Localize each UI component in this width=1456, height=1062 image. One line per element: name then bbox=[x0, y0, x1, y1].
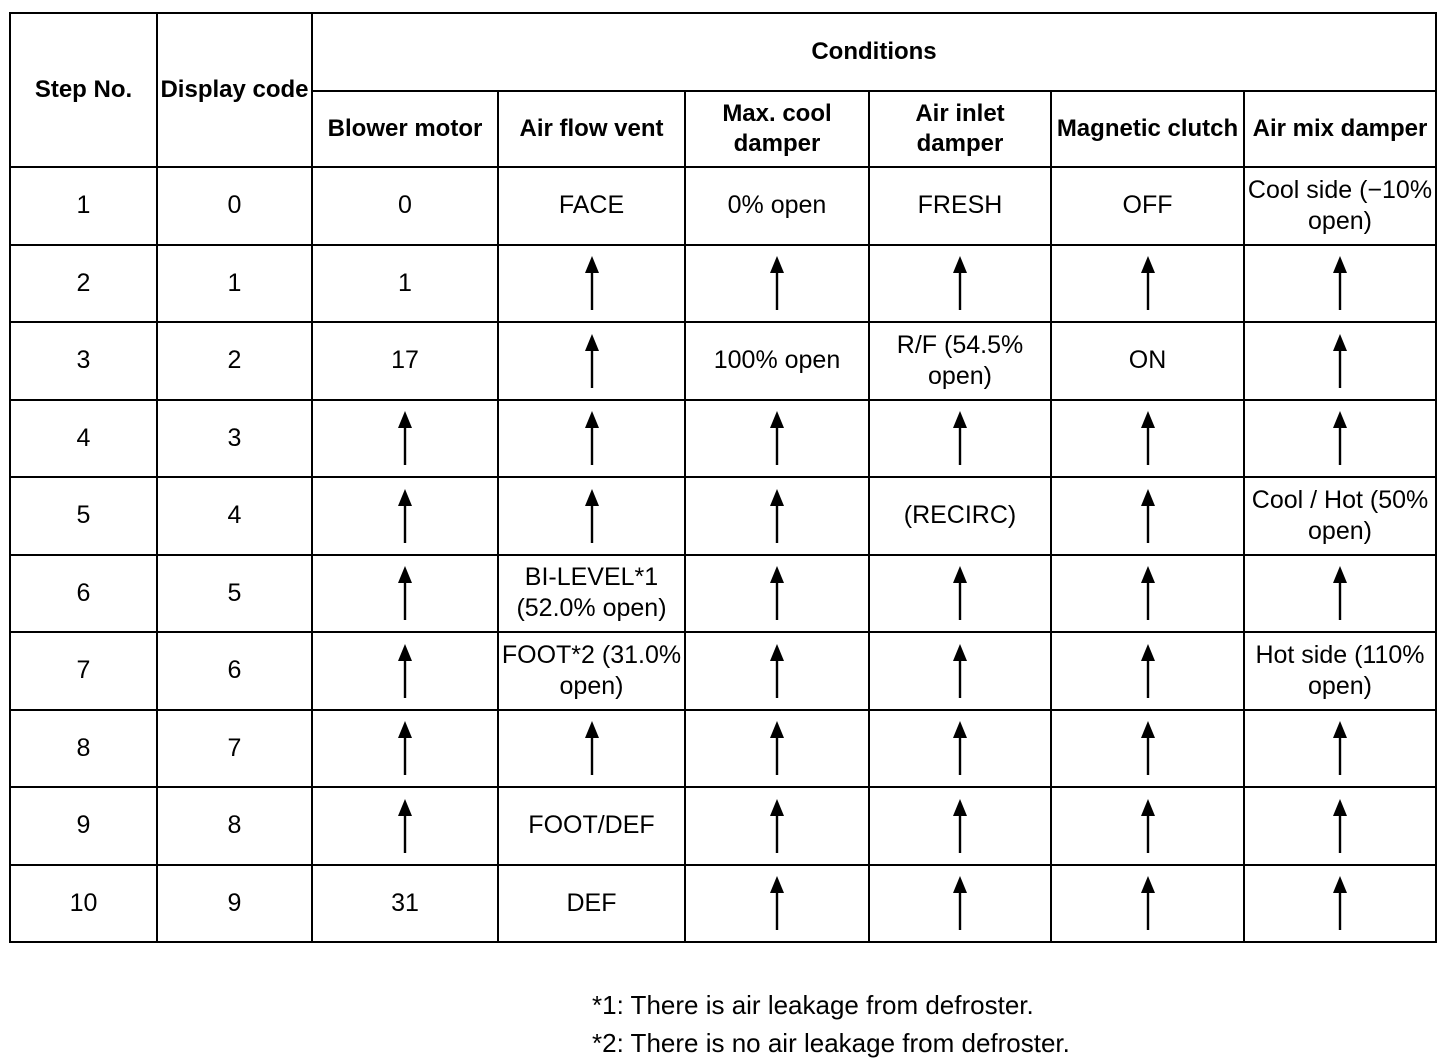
up-arrow-icon bbox=[770, 721, 784, 775]
up-arrow-icon bbox=[770, 411, 784, 465]
cell-air-inlet-damper bbox=[869, 400, 1051, 478]
cell-air-flow-vent: FOOT/DEF bbox=[498, 787, 685, 865]
up-arrow-icon bbox=[953, 644, 967, 698]
header-magnetic-clutch: Magnetic clutch bbox=[1051, 91, 1244, 167]
cell-magnetic-clutch bbox=[1051, 865, 1244, 943]
table-row bbox=[10, 167, 1436, 245]
up-arrow-icon bbox=[770, 876, 784, 930]
cell-air-flow-vent: FOOT*2 (31.0% open) bbox=[498, 632, 685, 710]
cell-step: 4 bbox=[10, 400, 157, 478]
cell-display-code: 7 bbox=[157, 710, 312, 788]
up-arrow-icon bbox=[953, 721, 967, 775]
cell-max-cool-damper bbox=[685, 787, 869, 865]
cell-display-code: 6 bbox=[157, 632, 312, 710]
cell-air-flow-vent bbox=[498, 710, 685, 788]
cell-blower-motor bbox=[312, 787, 498, 865]
cell-max-cool-damper bbox=[685, 477, 869, 555]
up-arrow-icon bbox=[953, 799, 967, 853]
cell-air-inlet-damper bbox=[869, 245, 1051, 323]
cell-step: 10 bbox=[10, 865, 157, 943]
up-arrow-icon bbox=[770, 644, 784, 698]
cell-step: 5 bbox=[10, 477, 157, 555]
header-conditions: Conditions bbox=[312, 13, 1436, 91]
header-display-code: Display code bbox=[157, 13, 312, 167]
header-blower-motor: Blower motor bbox=[312, 91, 498, 167]
header-max-cool-damper: Max. cool damper bbox=[685, 91, 869, 167]
footnotes bbox=[592, 986, 1070, 1062]
table-row bbox=[10, 787, 1436, 865]
table-body bbox=[10, 167, 1436, 942]
cell-air-inlet-damper: (RECIRC) bbox=[869, 477, 1051, 555]
cell-display-code: 9 bbox=[157, 865, 312, 943]
table-row bbox=[10, 400, 1436, 478]
cell-max-cool-damper bbox=[685, 245, 869, 323]
cell-step: 8 bbox=[10, 710, 157, 788]
cell-display-code: 0 bbox=[157, 167, 312, 245]
cell-air-mix-damper bbox=[1244, 865, 1436, 943]
cell-air-flow-vent bbox=[498, 322, 685, 400]
up-arrow-icon bbox=[1141, 876, 1155, 930]
cell-magnetic-clutch: ON bbox=[1051, 322, 1244, 400]
up-arrow-icon bbox=[770, 799, 784, 853]
up-arrow-icon bbox=[1333, 721, 1347, 775]
cell-step: 9 bbox=[10, 787, 157, 865]
cell-step: 2 bbox=[10, 245, 157, 323]
up-arrow-icon bbox=[770, 489, 784, 543]
cell-air-flow-vent: DEF bbox=[498, 865, 685, 943]
up-arrow-icon bbox=[1141, 256, 1155, 310]
up-arrow-icon bbox=[585, 411, 599, 465]
cell-air-inlet-damper bbox=[869, 632, 1051, 710]
cell-step: 7 bbox=[10, 632, 157, 710]
up-arrow-icon bbox=[1333, 256, 1347, 310]
table-row bbox=[10, 865, 1436, 943]
cell-max-cool-damper bbox=[685, 865, 869, 943]
cell-air-inlet-damper: FRESH bbox=[869, 167, 1051, 245]
up-arrow-icon bbox=[1141, 566, 1155, 620]
up-arrow-icon bbox=[1333, 566, 1347, 620]
cell-air-inlet-damper bbox=[869, 865, 1051, 943]
up-arrow-icon bbox=[770, 256, 784, 310]
cell-magnetic-clutch: OFF bbox=[1051, 167, 1244, 245]
up-arrow-icon bbox=[1141, 644, 1155, 698]
up-arrow-icon bbox=[1333, 876, 1347, 930]
header-air-mix-damper: Air mix damper bbox=[1244, 91, 1436, 167]
up-arrow-icon bbox=[953, 566, 967, 620]
up-arrow-icon bbox=[398, 799, 412, 853]
cell-blower-motor: 1 bbox=[312, 245, 498, 323]
cell-display-code: 3 bbox=[157, 400, 312, 478]
up-arrow-icon bbox=[585, 489, 599, 543]
cell-magnetic-clutch bbox=[1051, 477, 1244, 555]
table-row bbox=[10, 710, 1436, 788]
conditions-table bbox=[9, 12, 1437, 943]
up-arrow-icon bbox=[398, 721, 412, 775]
cell-max-cool-damper bbox=[685, 400, 869, 478]
cell-step: 6 bbox=[10, 555, 157, 633]
cell-blower-motor bbox=[312, 477, 498, 555]
cell-air-mix-damper bbox=[1244, 555, 1436, 633]
cell-blower-motor bbox=[312, 555, 498, 633]
cell-display-code: 2 bbox=[157, 322, 312, 400]
cell-air-mix-damper bbox=[1244, 400, 1436, 478]
up-arrow-icon bbox=[398, 566, 412, 620]
up-arrow-icon bbox=[1333, 799, 1347, 853]
table-row bbox=[10, 322, 1436, 400]
cell-max-cool-damper bbox=[685, 710, 869, 788]
cell-display-code: 5 bbox=[157, 555, 312, 633]
table-row bbox=[10, 245, 1436, 323]
cell-air-inlet-damper bbox=[869, 555, 1051, 633]
up-arrow-icon bbox=[953, 411, 967, 465]
up-arrow-icon bbox=[770, 566, 784, 620]
table-row bbox=[10, 632, 1436, 710]
cell-magnetic-clutch bbox=[1051, 555, 1244, 633]
cell-blower-motor: 31 bbox=[312, 865, 498, 943]
cell-magnetic-clutch bbox=[1051, 710, 1244, 788]
footnote-2: *2: There is no air leakage from defroster. bbox=[592, 1028, 1070, 1058]
header-step-no: Step No. bbox=[10, 13, 157, 167]
up-arrow-icon bbox=[953, 256, 967, 310]
cell-air-inlet-damper bbox=[869, 710, 1051, 788]
cell-max-cool-damper bbox=[685, 555, 869, 633]
table-row bbox=[10, 477, 1436, 555]
cell-blower-motor: 0 bbox=[312, 167, 498, 245]
cell-air-flow-vent bbox=[498, 477, 685, 555]
cell-air-mix-damper: Hot side (110% open) bbox=[1244, 632, 1436, 710]
up-arrow-icon bbox=[585, 256, 599, 310]
cell-air-mix-damper bbox=[1244, 322, 1436, 400]
cell-step: 3 bbox=[10, 322, 157, 400]
cell-display-code: 4 bbox=[157, 477, 312, 555]
cell-air-flow-vent: FACE bbox=[498, 167, 685, 245]
cell-air-mix-damper: Cool side (−10% open) bbox=[1244, 167, 1436, 245]
cell-air-flow-vent bbox=[498, 400, 685, 478]
header-air-flow-vent: Air flow vent bbox=[498, 91, 685, 167]
up-arrow-icon bbox=[1141, 411, 1155, 465]
up-arrow-icon bbox=[398, 644, 412, 698]
up-arrow-icon bbox=[1141, 799, 1155, 853]
cell-air-inlet-damper: R/F (54.5% open) bbox=[869, 322, 1051, 400]
cell-air-inlet-damper bbox=[869, 787, 1051, 865]
up-arrow-icon bbox=[398, 489, 412, 543]
cell-air-mix-damper bbox=[1244, 787, 1436, 865]
up-arrow-icon bbox=[1333, 334, 1347, 388]
up-arrow-icon bbox=[953, 876, 967, 930]
cell-blower-motor: 17 bbox=[312, 322, 498, 400]
cell-magnetic-clutch bbox=[1051, 632, 1244, 710]
cell-magnetic-clutch bbox=[1051, 787, 1244, 865]
cell-air-mix-damper bbox=[1244, 245, 1436, 323]
up-arrow-icon bbox=[585, 721, 599, 775]
cell-step: 1 bbox=[10, 167, 157, 245]
header-air-inlet-damper: Air inlet damper bbox=[869, 91, 1051, 167]
cell-max-cool-damper: 100% open bbox=[685, 322, 869, 400]
up-arrow-icon bbox=[398, 411, 412, 465]
cell-blower-motor bbox=[312, 710, 498, 788]
up-arrow-icon bbox=[1141, 489, 1155, 543]
cell-max-cool-damper bbox=[685, 632, 869, 710]
up-arrow-icon bbox=[1141, 721, 1155, 775]
cell-air-mix-damper bbox=[1244, 710, 1436, 788]
cell-blower-motor bbox=[312, 400, 498, 478]
cell-display-code: 1 bbox=[157, 245, 312, 323]
cell-display-code: 8 bbox=[157, 787, 312, 865]
cell-magnetic-clutch bbox=[1051, 400, 1244, 478]
cell-blower-motor bbox=[312, 632, 498, 710]
cell-magnetic-clutch bbox=[1051, 245, 1244, 323]
cell-air-flow-vent: BI-LEVEL*1 (52.0% open) bbox=[498, 555, 685, 633]
cell-max-cool-damper: 0% open bbox=[685, 167, 869, 245]
up-arrow-icon bbox=[585, 334, 599, 388]
footnote-1: *1: There is air leakage from defroster. bbox=[592, 990, 1034, 1020]
table-row bbox=[10, 555, 1436, 633]
up-arrow-icon bbox=[1333, 411, 1347, 465]
cell-air-mix-damper: Cool / Hot (50% open) bbox=[1244, 477, 1436, 555]
cell-air-flow-vent bbox=[498, 245, 685, 323]
